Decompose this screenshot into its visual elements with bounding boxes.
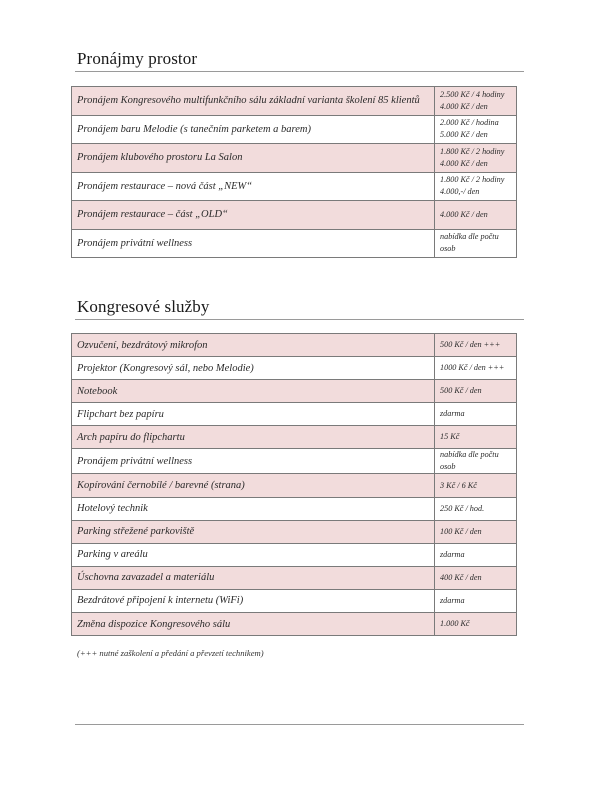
item-name: Pronájem restaurace – část „OLD“ (72, 201, 435, 230)
table-row (72, 589, 517, 612)
item-price (435, 144, 517, 173)
table-row (72, 474, 517, 497)
price-line: 500 Kč / den (440, 386, 482, 396)
section-divider (75, 319, 524, 320)
price-line: 1000 Kč / den +++ (440, 363, 505, 373)
item-price (435, 403, 517, 426)
item-price (435, 566, 517, 589)
footer-divider (75, 724, 524, 725)
table-row (72, 497, 517, 520)
table-row (72, 115, 517, 144)
price-line: zdarma (440, 409, 465, 419)
item-price (435, 357, 517, 380)
footnote: (+++ nutné zaškolení a předání a převzetí technikem) (77, 648, 264, 658)
item-price (435, 334, 517, 357)
item-name: Úschovna zavazadel a materiálu (72, 566, 435, 589)
item-name: Změna dispozice Kongresového sálu (72, 613, 435, 636)
table-row (72, 380, 517, 403)
item-price (435, 474, 517, 497)
price-line: osob (440, 244, 456, 254)
price-line: 4.000 Kč / den (440, 101, 488, 111)
table-row (72, 144, 517, 173)
item-price (435, 172, 517, 201)
item-price (435, 589, 517, 612)
item-name: Kopírování černobílé / barevné (strana) (72, 474, 435, 497)
section-title-services: Kongresové služby (77, 297, 210, 316)
price-line: nabídka dle počtu (440, 232, 499, 242)
section-divider (75, 71, 524, 72)
services-table (71, 333, 517, 636)
price-line: 1.800 Kč / 2 hodiny (440, 146, 505, 156)
table-row (72, 201, 517, 230)
price-line: 2.000 Kč / hodina (440, 118, 499, 128)
item-price (435, 449, 517, 474)
item-price (435, 426, 517, 449)
item-price (435, 229, 517, 258)
price-line: 4.000 Kč / den (440, 158, 488, 168)
item-name: Parking střežené parkoviště (72, 520, 435, 543)
table-row (72, 357, 517, 380)
price-line: zdarma (440, 549, 465, 559)
item-price (435, 543, 517, 566)
item-price (435, 520, 517, 543)
item-price (435, 201, 517, 230)
item-price (435, 380, 517, 403)
item-name: Ozvučení, bezdrátový mikrofon (72, 334, 435, 357)
table-row (72, 613, 517, 636)
item-name: Pronájem privátní wellness (72, 229, 435, 258)
table-row (72, 520, 517, 543)
item-name: Hotelový technik (72, 497, 435, 520)
table-row (72, 334, 517, 357)
price-line: 5.000 Kč / den (440, 130, 488, 140)
table-row (72, 403, 517, 426)
table-row (72, 543, 517, 566)
item-name: Pronájem restaurace – nová část „NEW“ (72, 172, 435, 201)
item-price (435, 115, 517, 144)
price-line: 4.000 Kč / den (440, 209, 488, 219)
price-line: osob (440, 462, 456, 472)
price-line: 500 Kč / den +++ (440, 340, 501, 350)
price-line: 250 Kč / hod. (440, 503, 485, 513)
section-title-rentals: Pronájmy prostor (77, 49, 198, 68)
price-line: 1.000 Kč (440, 619, 470, 629)
item-name: Pronájem privátní wellness (72, 449, 435, 474)
item-price (435, 497, 517, 520)
price-line: zdarma (440, 595, 465, 605)
item-price (435, 613, 517, 636)
price-line: nabídka dle počtu (440, 450, 499, 460)
item-name: Arch papíru do flipchartu (72, 426, 435, 449)
item-name: Flipchart bez papíru (72, 403, 435, 426)
item-price (435, 87, 517, 116)
table-row (72, 229, 517, 258)
item-name: Pronájem Kongresového multifunkčního sálu základní varianta školení 85 klientů (72, 87, 435, 116)
item-name: Pronájem baru Melodie (s tanečním parketem a barem) (72, 115, 435, 144)
price-line: 2.500 Kč / 4 hodiny (440, 89, 505, 99)
item-name: Notebook (72, 380, 435, 403)
item-name: Pronájem klubového prostoru La Salon (72, 144, 435, 173)
table-row (72, 87, 517, 116)
price-line: 400 Kč / den (440, 572, 482, 582)
table-row (72, 426, 517, 449)
price-line: 15 Kč (440, 432, 460, 442)
table-row (72, 172, 517, 201)
price-line: 1.800 Kč / 2 hodiny (440, 175, 505, 185)
table-row (72, 566, 517, 589)
price-line: 4.000,-/ den (440, 187, 480, 197)
item-name: Projektor (Kongresový sál, nebo Melodie) (72, 357, 435, 380)
item-name: Bezdrátové připojení k internetu (WiFi) (72, 589, 435, 612)
item-name: Parking v areálu (72, 543, 435, 566)
price-line: 100 Kč / den (440, 526, 482, 536)
table-row (72, 449, 517, 474)
rentals-table (71, 86, 517, 258)
price-line: 3 Kč / 6 Kč (440, 480, 477, 490)
